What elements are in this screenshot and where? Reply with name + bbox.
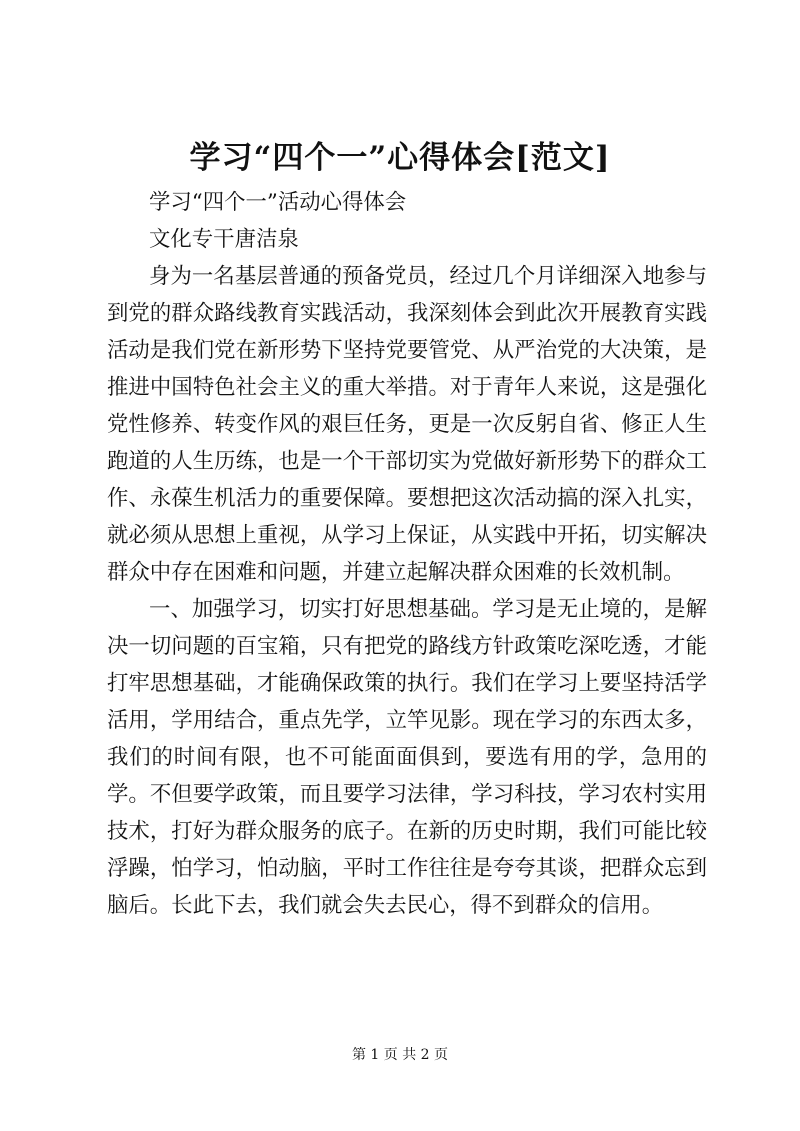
document-title: 学习“四个一”心得体会[范文] [189, 140, 611, 176]
document-body [107, 184, 707, 924]
intro-paragraph: 身为一名基层普通的预备党员，经过几个月详细深入地参与到党的群众路线教育实践活动，我深刻体会到此次开展教育实践活动是我们党在新形势下坚持党要管党、从严治党的大决策，是推进中国特色社会主义的重大举措。对于青年人来说，这是强化党性修养、转变作风的艰巨任务，更是一次反躬自省、修正人生跑道的人生历练，也是一个干部切实为党做好新形势下的群众工作、永葆生机活力的重要保障。要想把这次活动搞的深入扎实，就必须从思想上重视，从学习上保证，从实践中开拓，切实解决群众中存在困难和问题，并建立起解决群众困难的长效机制。 [107, 264, 707, 585]
subtitle-paragraph: 学习“四个一”活动心得体会 [149, 190, 407, 215]
page-number-footer: 第 1 页 共 2 页 [351, 1047, 449, 1063]
author-paragraph: 文化专干唐洁泉 [149, 227, 299, 252]
section-one-paragraph: 一、加强学习，切实打好思想基础。学习是无止境的，是解决一切问题的百宝箱，只有把党的路线方针政策吃深吃透，才能打牢思想基础，才能确保政策的执行。我们在学习上要坚持活学活用，学用结合，重点先学，立竿见影。现在学习的东西太多，我们的时间有限，也不可能面面俱到，要选有用的学，急用的学。不但要学政策，而且要学习法律，学习科技，学习农村实用技术，打好为群众服务的底子。在新的历史时期，我们可能比较浮躁，怕学习，怕动脑，平时工作往往是夸夸其谈，把群众忘到脑后。长此下去，我们就会失去民心，得不到群众的信用。 [107, 597, 707, 918]
